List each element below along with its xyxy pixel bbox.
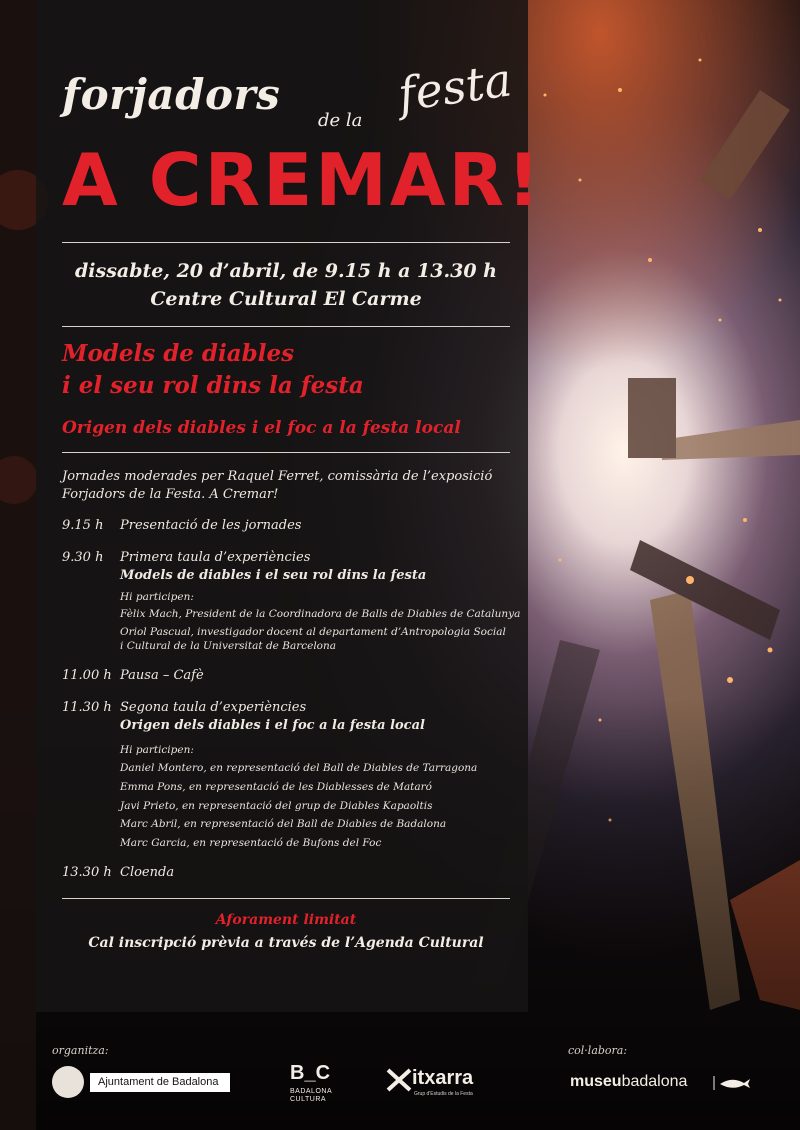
program-desc: Segona taula d’experiències [120,700,307,715]
participant: Marc Abril, en representació del Ball de Diables de Badalona [120,818,447,830]
title-dela: de la [318,110,363,131]
program-desc: Primera taula d’experiències [120,550,311,565]
program-desc: Pausa – Cafè [120,668,204,683]
intro-text [62,468,522,504]
theme-line-3: Origen dels diables i el foc a la festa local [62,418,461,438]
capacity-notice: Aforament limitat [215,912,357,928]
museu-word: museu [570,1073,622,1090]
divider [62,242,510,243]
program-subtitle: Origen dels diables i el foc a la festa local [120,718,425,733]
organizer-label: organitza: [52,1044,109,1057]
participant: Javi Prieto, en representació del grup de Diables Kapaoltis [120,800,433,812]
badalona-cultura-logo: B_C [290,1062,331,1084]
title-festa: festa [394,52,515,122]
participant: Emma Pons, en representació de les Diablesses de Mataró [120,781,432,793]
badalona-word: badalona [621,1073,688,1090]
museu-badalona-logo [570,1073,687,1091]
ajuntament-logo: Ajuntament de Badalona [90,1073,230,1092]
program-desc: Presentació de les jornades [120,518,302,533]
participant: Daniel Montero, en representació del Ball de Diables de Tarragona [120,762,478,774]
itxarra-x-icon [386,1068,412,1092]
program-time: 9.30 h [62,550,104,565]
divider [62,452,510,453]
participants-label: Hi participen: [120,591,194,603]
title-forjadors: forjadors [62,70,281,119]
participant: Fèlix Mach, President de la Coordinadora de Balls de Diables de Catalunya [120,608,521,620]
intro-line-1: Jornades moderades per Raquel Ferret, comissària de l’exposició [62,469,493,484]
participant: i Cultural de la Universitat de Barcelona [120,640,337,652]
event-date: dissabte, 20 d’abril, de 9.15 h a 13.30 h [75,260,497,282]
itxarra-caption: Grup d'Estudis de la Festa [414,1091,473,1097]
participant: Oriol Pascual, investigador docent al departament d’Antropologia Social [120,626,506,638]
collaborator-label: col·labora: [568,1044,628,1057]
divider [62,326,510,327]
intro-line-2: Forjadors de la Festa. A Cremar! [62,487,279,502]
badalona-cultura-caption [290,1088,332,1104]
event-venue: Centre Cultural El Carme [150,288,422,310]
divider [62,898,510,899]
bc-caption-line: BADALONA [290,1088,333,1095]
program-time: 13.30 h [62,865,112,880]
theme-line-1: Models de diables [62,340,295,367]
program-time: 9.15 h [62,518,104,533]
museu-fish-icon [712,1076,752,1090]
participant: Marc Garcia, en representació de Bufons del Foc [120,837,382,849]
program-desc: Cloenda [120,865,175,880]
title-cremar: A CREMAR! [62,138,543,222]
program-subtitle: Models de diables i el seu rol dins la festa [120,568,427,583]
program-time: 11.30 h [62,700,112,715]
program-time: 11.00 h [62,668,112,683]
participants-label: Hi participen: [120,744,194,756]
itxarra-logo: itxarra [412,1067,474,1089]
bc-caption-line: CULTURA [290,1096,327,1103]
theme-line-2: i el seu rol dins la festa [62,372,364,399]
badalona-seal-icon [52,1066,84,1098]
registration-notice: Cal inscripció prèvia a través de l’Agenda Cultural [88,935,484,951]
